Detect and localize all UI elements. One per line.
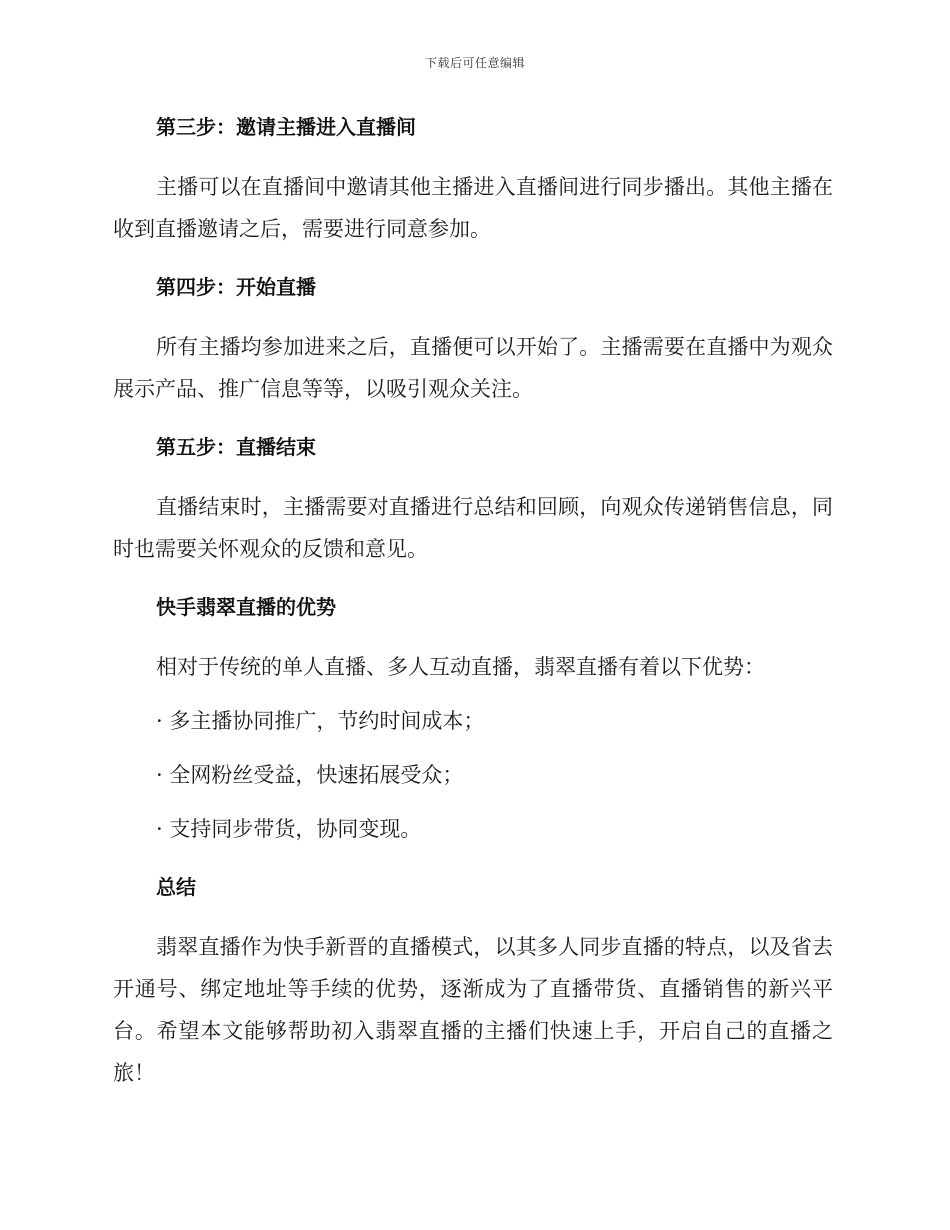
paragraph-step3: 主播可以在直播间中邀请其他主播进入直播间进行同步播出。其他主播在收到直播邀请之后，需要进行同意参加。 bbox=[113, 175, 833, 241]
document-body bbox=[113, 112, 833, 1094]
section-heading-step5: 第五步：直播结束 bbox=[156, 435, 316, 459]
section-heading-summary: 总结 bbox=[156, 875, 196, 899]
page-header: 下载后可任意编辑 bbox=[424, 56, 525, 70]
paragraph-summary: 翡翠直播作为快手新晋的直播模式，以其多人同步直播的特点，以及省去开通号、绑定地址等手续的优势，逐渐成为了直播带货、直播销售的新兴平台。希望本文能够帮助初入翡翠直播的主播们快速上手，开启自己的直播之旅！ bbox=[113, 935, 833, 1085]
paragraph-advantages-intro: 相对于传统的单人直播、多人互动直播，翡翠直播有着以下优势： bbox=[156, 655, 765, 679]
bullet-item: · 多主播协同推广，节约时间成本； bbox=[156, 709, 485, 733]
section-heading-advantages: 快手翡翠直播的优势 bbox=[156, 595, 336, 619]
paragraph-step5: 直播结束时，主播需要对直播进行总结和回顾，向观众传递销售信息，同时也需要关怀观众的反馈和意见。 bbox=[113, 495, 833, 561]
bullet-item: · 支持同步带货，协同变现。 bbox=[156, 817, 422, 841]
bullet-item: · 全网粉丝受益，快速拓展受众； bbox=[156, 763, 464, 787]
paragraph-step4: 所有主播均参加进来之后，直播便可以开始了。主播需要在直播中为观众展示产品、推广信息等等，以吸引观众关注。 bbox=[113, 335, 833, 401]
section-heading-step3: 第三步：邀请主播进入直播间 bbox=[156, 115, 416, 139]
section-heading-step4: 第四步：开始直播 bbox=[156, 275, 316, 299]
